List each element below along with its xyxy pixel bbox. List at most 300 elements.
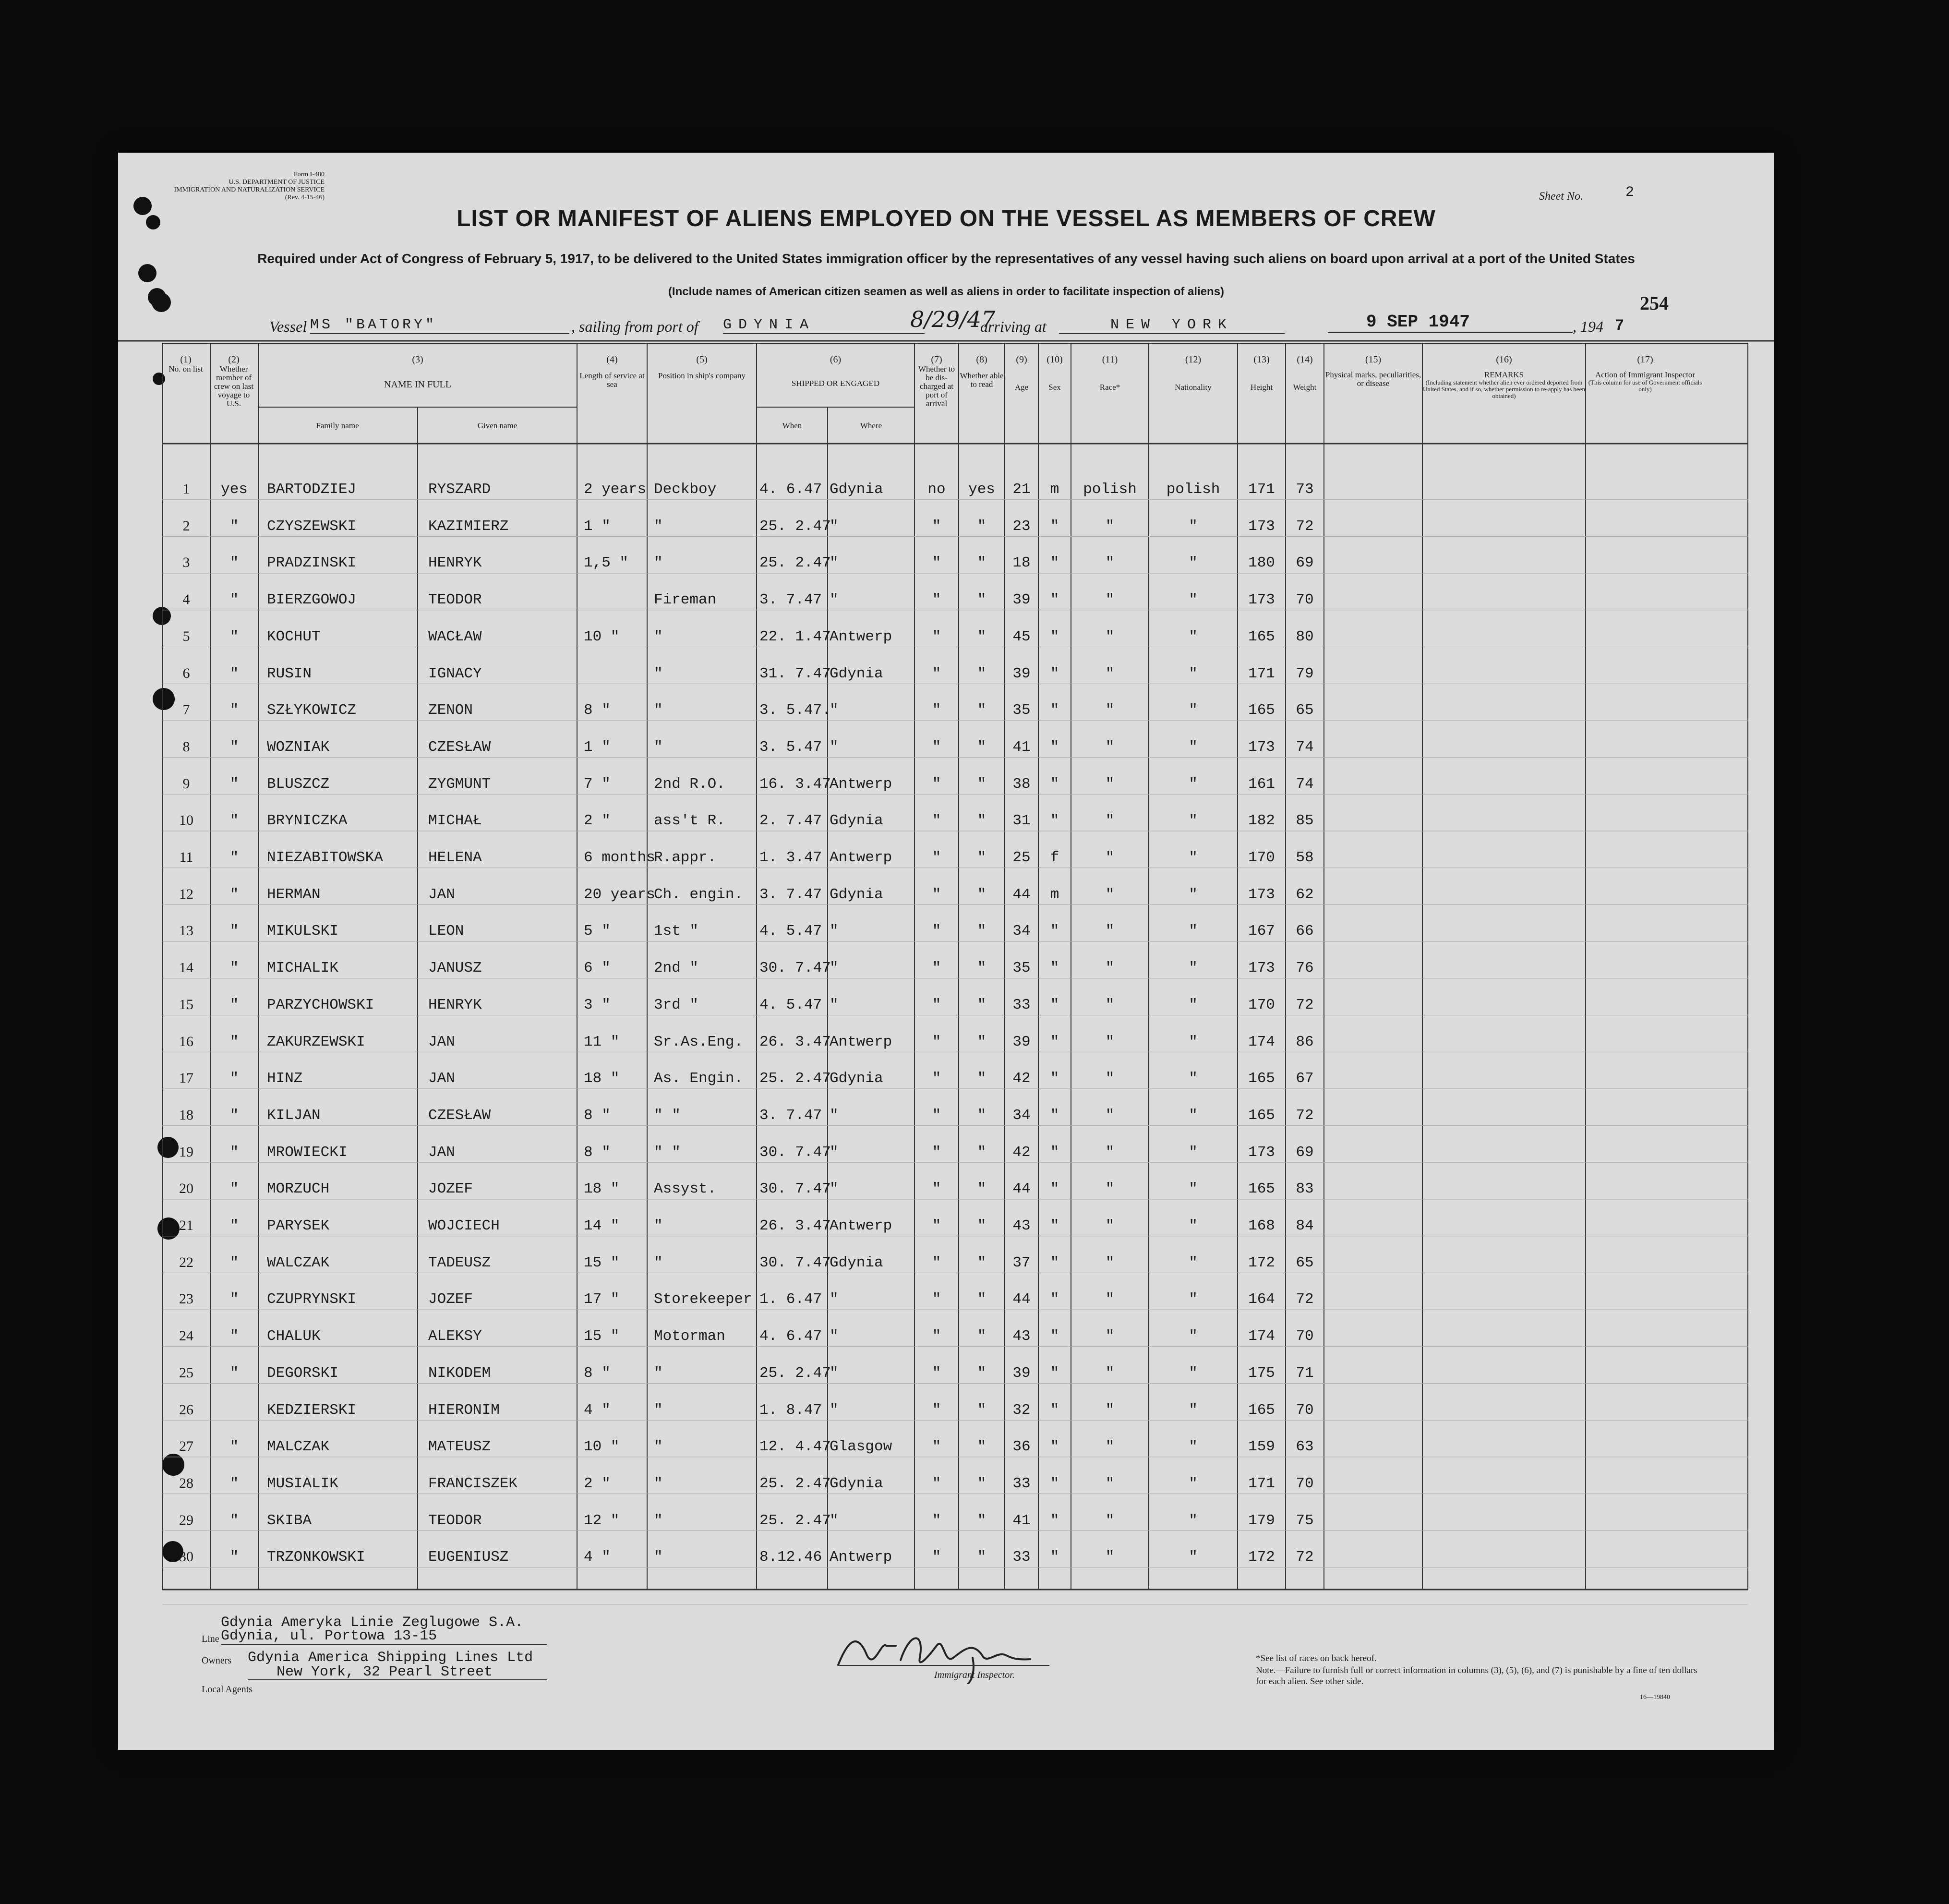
arriving-label: arriving at (980, 318, 1047, 335)
sex: " (1050, 996, 1059, 1013)
age: 33 (1012, 996, 1031, 1013)
row-number: 19 (179, 1144, 193, 1160)
shipped-where: " (830, 554, 839, 572)
height: 171 (1248, 481, 1275, 498)
able-to-read: " (977, 886, 987, 903)
sex: " (1050, 1107, 1059, 1124)
able-to-read: " (977, 1549, 987, 1566)
nationality: " (1189, 518, 1198, 535)
given-name: TEODOR (428, 1512, 482, 1529)
shipped-when: 25. 2.47 (759, 1364, 831, 1382)
weight: 66 (1296, 923, 1314, 940)
able-to-read: yes (968, 481, 995, 498)
length-of-service: 4 " (584, 1549, 611, 1566)
arrival-stamp: 9 SEP 1947 (1366, 312, 1470, 332)
discharge: " (932, 665, 941, 682)
row-number: 17 (179, 1070, 193, 1086)
prior-voyage: " (229, 1549, 239, 1566)
length-of-service: 15 " (584, 1254, 620, 1271)
discharge: " (932, 1512, 941, 1529)
sheet-number: 2 (1625, 184, 1635, 201)
prior-voyage: " (229, 960, 239, 977)
length-of-service: 8 " (584, 702, 611, 719)
col11-num: (11) (1102, 354, 1118, 365)
shipped-where: " (830, 591, 839, 609)
position: ass't R. (654, 812, 725, 830)
position: Deckboy (654, 481, 717, 498)
nationality: " (1189, 591, 1198, 609)
weight: 72 (1296, 996, 1314, 1013)
position: " (654, 702, 663, 719)
shipped-where: " (830, 960, 839, 977)
family-name: MIKULSKI (267, 923, 338, 940)
given-name: HENRYK (428, 996, 482, 1013)
col12-label: Nationality (1175, 383, 1212, 392)
length-of-service: 17 " (584, 1291, 620, 1308)
sex: " (1050, 702, 1059, 719)
length-of-service: 1 " (584, 518, 611, 535)
able-to-read: " (977, 1107, 987, 1124)
owners-name: Gdynia America Shipping Lines Ltd (248, 1650, 533, 1666)
weight: 83 (1296, 1181, 1314, 1198)
prior-voyage: " (229, 1364, 239, 1382)
height: 172 (1248, 1549, 1275, 1566)
prior-voyage: " (229, 996, 239, 1013)
col15-header (1324, 354, 1422, 388)
length-of-service: 12 " (584, 1512, 620, 1529)
family-name: KOCHUT (267, 628, 321, 645)
col2-num: (2) (228, 354, 240, 365)
row-number: 4 (182, 591, 190, 608)
discharge: " (932, 1107, 941, 1124)
race: " (1105, 1033, 1115, 1050)
race: " (1105, 702, 1115, 719)
weight: 74 (1296, 738, 1314, 756)
row-number: 9 (182, 775, 190, 792)
age: 39 (1012, 1033, 1031, 1050)
age: 44 (1012, 886, 1031, 903)
weight: 76 (1296, 960, 1314, 977)
weight: 58 (1296, 849, 1314, 866)
age: 36 (1012, 1438, 1031, 1456)
discharge: " (932, 923, 941, 940)
row-number: 15 (179, 996, 193, 1012)
sex: " (1050, 554, 1059, 572)
able-to-read: " (977, 1033, 987, 1050)
nationality: " (1189, 554, 1198, 572)
col15-label: Physical marks, peculiarities, or disease (1325, 370, 1421, 388)
position: Fireman (654, 591, 717, 609)
race: polish (1083, 481, 1137, 498)
age: 32 (1012, 1401, 1031, 1419)
race: " (1105, 886, 1115, 903)
length-of-service: 15 " (584, 1328, 620, 1345)
weight: 70 (1296, 1475, 1314, 1492)
position: " (654, 665, 663, 682)
nationality: " (1189, 1144, 1198, 1161)
family-name: PARYSEK (267, 1217, 330, 1234)
shipped-when: 4. 5.47 (759, 923, 822, 940)
height: 165 (1248, 1181, 1275, 1198)
family-name: MORZUCH (267, 1181, 330, 1198)
col15-num: (15) (1365, 354, 1382, 365)
family-name: TRZONKOWSKI (267, 1549, 365, 1566)
position: " (654, 1254, 663, 1271)
sex: " (1050, 1438, 1059, 1456)
length-of-service: 1,5 " (584, 554, 629, 572)
shipped-when: 25. 2.47 (759, 1512, 831, 1529)
row-number: 18 (179, 1107, 193, 1123)
shipped-when: 25. 2.47 (759, 518, 831, 535)
length-of-service: 8 " (584, 1144, 611, 1161)
col2-label: Whether member of crew on last voyage to U.S. (214, 364, 254, 408)
given-name: WACŁAW (428, 628, 482, 645)
position: " (654, 1438, 663, 1456)
given-name: TEODOR (428, 591, 482, 609)
sex: " (1050, 1364, 1059, 1382)
discharge: " (932, 1438, 941, 1456)
family-name: CZUPRYNSKI (267, 1291, 357, 1308)
shipped-where: " (830, 1291, 839, 1308)
shipped-where: " (830, 518, 839, 535)
race: " (1105, 591, 1115, 609)
height: 167 (1248, 923, 1275, 940)
length-of-service: 11 " (584, 1033, 620, 1050)
height: 173 (1248, 591, 1275, 609)
departure-port: GDYNIA (723, 317, 925, 334)
row-number: 21 (179, 1217, 193, 1233)
race: " (1105, 849, 1115, 866)
able-to-read: " (977, 628, 987, 645)
shipped-where: " (830, 738, 839, 756)
position: " (654, 1549, 663, 1566)
position: " (654, 554, 663, 572)
shipped-where: Antwerp (830, 1033, 892, 1050)
height: 164 (1248, 1291, 1275, 1308)
sex: " (1050, 1181, 1059, 1198)
weight: 72 (1296, 1107, 1314, 1124)
shipped-when: 30. 7.47 (759, 960, 831, 977)
col17-sub: (This column for use of Government officials only) (1588, 379, 1702, 393)
given-name: EUGENIUSZ (428, 1549, 509, 1566)
col3-label: NAME IN FULL (384, 379, 451, 390)
weight: 72 (1296, 1291, 1314, 1308)
able-to-read: " (977, 1254, 987, 1271)
length-of-service: 6 " (584, 960, 611, 977)
nationality: " (1189, 996, 1198, 1013)
shipped-where: Gdynia (830, 886, 883, 903)
family-name: DEGORSKI (267, 1364, 338, 1382)
able-to-read: " (977, 1364, 987, 1382)
given-name: JANUSZ (428, 960, 482, 977)
position: 2nd R.O. (654, 775, 725, 793)
line-underline (221, 1644, 547, 1645)
able-to-read: " (977, 738, 987, 756)
col1-num: (1) (180, 354, 192, 365)
discharge: " (932, 1364, 941, 1382)
sex: " (1050, 1033, 1059, 1050)
race: " (1105, 738, 1115, 756)
col1-label: No. on list (168, 364, 203, 374)
row-number: 25 (179, 1364, 193, 1381)
weight: 65 (1296, 1254, 1314, 1271)
discharge: " (932, 1033, 941, 1050)
age: 34 (1012, 1107, 1031, 1124)
given-name: JOZEF (428, 1181, 473, 1198)
nationality: " (1189, 849, 1198, 866)
col4-label: Length of service at sea (579, 371, 645, 389)
discharge: no (927, 481, 946, 498)
able-to-read: " (977, 1328, 987, 1345)
able-to-read: " (977, 554, 987, 572)
age: 31 (1012, 812, 1031, 830)
height: 179 (1248, 1512, 1275, 1529)
shipped-where: " (830, 1107, 839, 1124)
weight: 63 (1296, 1438, 1314, 1456)
shipped-where: " (830, 923, 839, 940)
given-name: TADEUSZ (428, 1254, 491, 1271)
given-name: CZESŁAW (428, 1107, 491, 1124)
sex: m (1050, 886, 1059, 903)
row-number: 6 (182, 665, 190, 681)
prior-voyage: " (229, 1254, 239, 1271)
weight: 74 (1296, 775, 1314, 793)
family-name: CHALUK (267, 1328, 321, 1345)
shipped-where: " (830, 1328, 839, 1345)
shipped-where: Gdynia (830, 665, 883, 682)
height: 182 (1248, 812, 1275, 830)
age: 35 (1012, 702, 1031, 719)
page-number: 254 (1640, 292, 1669, 314)
family-name: SZŁYKOWICZ (267, 702, 357, 719)
race: " (1105, 812, 1115, 830)
given-name: JAN (428, 886, 455, 903)
form-revision: (Rev. 4-15-46) (285, 194, 325, 201)
row-number: 11 (179, 849, 193, 865)
shipped-where: Antwerp (830, 1549, 892, 1566)
sex: " (1050, 1070, 1059, 1087)
shipped-where: Gdynia (830, 481, 883, 498)
col6-label: SHIPPED OR ENGAGED (791, 379, 880, 388)
row-number: 26 (179, 1401, 193, 1418)
col17-num: (17) (1637, 354, 1653, 365)
age: 45 (1012, 628, 1031, 645)
manifest-subtitle: Required under Act of Congress of February 5, 1917, to be delivered to the United States immigration officer by the representatives of any vessel having such aliens on board upon arrival at a port of the United States (257, 251, 1635, 266)
able-to-read: " (977, 591, 987, 609)
nationality: " (1189, 923, 1198, 940)
weight: 72 (1296, 518, 1314, 535)
shipped-when: 1. 8.47 (759, 1401, 822, 1419)
col13-header (1238, 354, 1286, 392)
family-name: HERMAN (267, 886, 321, 903)
shipped-when: 8.12.46 (759, 1549, 822, 1566)
shipped-where: Antwerp (830, 1217, 892, 1234)
position: " " (654, 1107, 681, 1124)
discharge: " (932, 849, 941, 866)
height: 172 (1248, 1254, 1275, 1271)
given-name: FRANCISZEK (428, 1475, 518, 1492)
nationality: " (1189, 1254, 1198, 1271)
able-to-read: " (977, 1438, 987, 1456)
row-number: 10 (179, 812, 193, 829)
shipped-where: " (830, 996, 839, 1013)
age: 33 (1012, 1475, 1031, 1492)
race: " (1105, 923, 1115, 940)
position: " (654, 1475, 663, 1492)
col9-header (1005, 354, 1038, 392)
col11-label: Race* (1099, 383, 1120, 392)
col14-num: (14) (1297, 354, 1313, 365)
age: 42 (1012, 1070, 1031, 1087)
col16-label: REMARKS (1484, 370, 1524, 379)
sex: " (1050, 1254, 1059, 1271)
shipped-when-header: When (782, 421, 802, 430)
col14-header (1286, 354, 1324, 392)
prior-voyage: yes (221, 481, 248, 498)
col10-num: (10) (1047, 354, 1063, 365)
height: 168 (1248, 1217, 1275, 1234)
given-name: LEON (428, 923, 464, 940)
col8-label: Whether able to read (960, 371, 1004, 389)
family-name: NIEZABITOWSKA (267, 849, 383, 866)
row-number: 28 (179, 1475, 193, 1491)
manifest-instruction: (Include names of American citizen seamen as well as aliens in order to facilitate inspection of aliens) (668, 285, 1225, 298)
col3-header (258, 354, 577, 390)
race: " (1105, 1328, 1115, 1345)
family-name: MALCZAK (267, 1438, 330, 1456)
prior-voyage: " (229, 518, 239, 535)
row-number: 27 (179, 1438, 193, 1455)
family-name: KEDZIERSKI (267, 1401, 357, 1419)
age: 38 (1012, 775, 1031, 793)
col13-label: Height (1250, 383, 1273, 392)
shipped-when: 2. 7.47 (759, 812, 822, 830)
family-name: ZAKURZEWSKI (267, 1033, 365, 1050)
sex: " (1050, 1475, 1059, 1492)
height: 174 (1248, 1328, 1275, 1345)
row-number: 20 (179, 1181, 193, 1197)
row-number: 16 (179, 1033, 193, 1049)
family-name: MUSIALIK (267, 1475, 338, 1492)
prior-voyage: " (229, 1328, 239, 1345)
sex: f (1050, 849, 1059, 866)
discharge: " (932, 1549, 941, 1566)
handwritten-date: 8/29/47 (910, 306, 996, 332)
family-name: MICHALIK (267, 960, 338, 977)
shipped-when: 25. 2.47 (759, 1070, 831, 1087)
row-number: 23 (179, 1291, 193, 1307)
length-of-service: 2 " (584, 812, 611, 830)
discharge: " (932, 702, 941, 719)
col10-header (1038, 354, 1071, 392)
prior-voyage: " (229, 591, 239, 609)
col8-header (959, 354, 1005, 389)
col16-sub: (Including statement whether alien ever ordered deported from United States, and if so, whether permission to re-apply has been obtained) (1423, 379, 1585, 399)
height: 159 (1248, 1438, 1275, 1456)
sex: " (1050, 1328, 1059, 1345)
age: 25 (1012, 849, 1031, 866)
row-number: 30 (179, 1549, 193, 1565)
nationality: " (1189, 1291, 1198, 1308)
height: 171 (1248, 1475, 1275, 1492)
weight: 85 (1296, 812, 1314, 830)
sheet-number-label: Sheet No. (1539, 190, 1583, 203)
family-name: BRYNICZKA (267, 812, 348, 830)
row-number: 22 (179, 1254, 193, 1270)
race: " (1105, 960, 1115, 977)
race: " (1105, 554, 1115, 572)
shipped-where: " (830, 1512, 839, 1529)
race: " (1105, 1181, 1115, 1198)
length-of-service: 6 months (584, 849, 655, 866)
line-name: Gdynia Ameryka Linie Zeglugowe S.A. (221, 1615, 524, 1631)
length-of-service: 2 " (584, 1475, 611, 1492)
race: " (1105, 1254, 1115, 1271)
prior-voyage: " (229, 1291, 239, 1308)
shipped-when: 25. 2.47 (759, 554, 831, 572)
prior-voyage: " (229, 923, 239, 940)
shipped-where: " (830, 1144, 839, 1161)
sex: " (1050, 960, 1059, 977)
shipped-when: 4. 6.47 (759, 1328, 822, 1345)
family-name: SKIBA (267, 1512, 312, 1529)
family-name: MROWIECKI (267, 1144, 348, 1161)
position: 1st " (654, 923, 699, 940)
shipped-where: Gdynia (830, 1070, 883, 1087)
row-number: 24 (179, 1328, 193, 1344)
nationality: " (1189, 738, 1198, 756)
family-name: PRADZINSKI (267, 554, 357, 572)
discharge: " (932, 1254, 941, 1271)
sex: " (1050, 1291, 1059, 1308)
col2-header (210, 354, 257, 408)
sailing-label: , sailing from port of (571, 318, 698, 335)
shipped-when: 12. 4.47 (759, 1438, 831, 1456)
nationality: " (1189, 1181, 1198, 1198)
height: 165 (1248, 1070, 1275, 1087)
length-of-service: 2 years (584, 481, 647, 498)
vessel-label: Vessel (269, 318, 307, 335)
discharge: " (932, 628, 941, 645)
age: 39 (1012, 591, 1031, 609)
given-name: RYSZARD (428, 481, 491, 498)
shipped-when: 26. 3.47 (759, 1217, 831, 1234)
sex: " (1050, 665, 1059, 682)
nationality: " (1189, 628, 1198, 645)
given-name: JAN (428, 1070, 455, 1087)
age: 35 (1012, 960, 1031, 977)
given-name: HENRYK (428, 554, 482, 572)
shipped-when: 16. 3.47 (759, 775, 831, 793)
prior-voyage: " (229, 1217, 239, 1234)
length-of-service: 7 " (584, 775, 611, 793)
position: R.appr. (654, 849, 717, 866)
weight: 73 (1296, 481, 1314, 498)
col7-num: (7) (931, 354, 942, 365)
shipped-where: Antwerp (830, 849, 892, 866)
race: " (1105, 628, 1115, 645)
weight: 72 (1296, 1549, 1314, 1566)
prior-voyage: " (229, 1475, 239, 1492)
shipped-where: Gdynia (830, 1254, 883, 1271)
height: 165 (1248, 628, 1275, 645)
nationality: " (1189, 886, 1198, 903)
prior-voyage: " (229, 1107, 239, 1124)
vessel-name: MS "BATORY" (310, 317, 569, 334)
row-number: 14 (179, 960, 193, 976)
height: 175 (1248, 1364, 1275, 1382)
nationality: " (1189, 1070, 1198, 1087)
